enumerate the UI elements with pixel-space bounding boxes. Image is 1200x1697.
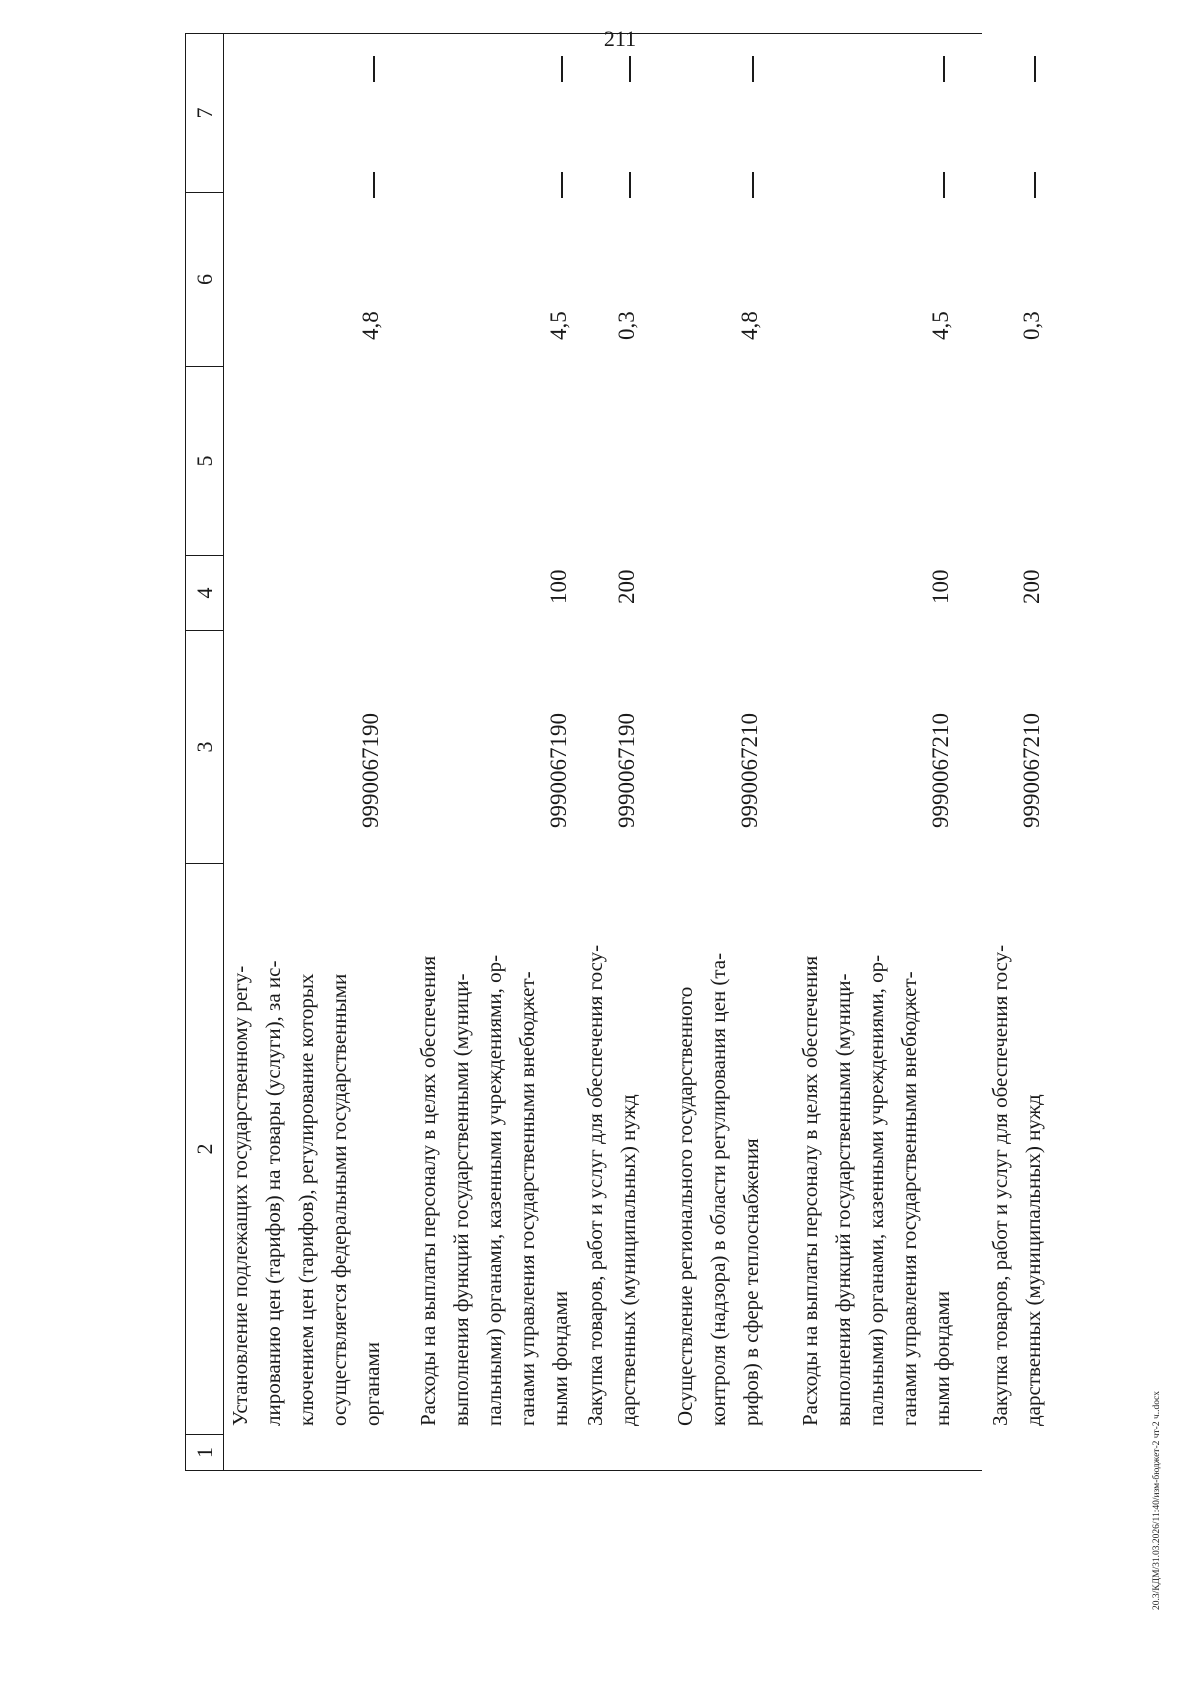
row-dash-c7 [943, 56, 945, 82]
row-sum: 4,8 [358, 311, 383, 340]
page-number: 211 [603, 26, 637, 51]
row-name-line: пальными) органами, казенными учреждениями, ор- [482, 954, 506, 1426]
header-col-4: 4 [186, 555, 223, 630]
header-col-3: 3 [186, 630, 223, 863]
row-code: 9990067190 [546, 713, 571, 828]
table-row [579, 34, 645, 1470]
row-name-line: Расходы на выплаты персоналу в целях обеспечения [416, 955, 440, 1426]
row-expense-type: 200 [1019, 569, 1044, 604]
row-name-cell [794, 870, 959, 1430]
row-name-line: ганами управления государственными внебюджет- [897, 971, 921, 1426]
row-name-cell [579, 870, 645, 1430]
row-code: 9990067210 [1019, 713, 1044, 828]
table-header [186, 34, 224, 1470]
row-name-line: выполнения функций государственными (муници- [831, 973, 855, 1426]
header-col-7: 7 [191, 107, 217, 119]
row-name-cell [669, 870, 768, 1430]
document-footer: 20.3/КДМ/31.03.2026/11:40/изм-бюджет-2 чт-2 ч..docx [1152, 1391, 1162, 1610]
row-name-line: Закупка товаров, работ и услуг для обеспечения госу- [988, 944, 1012, 1426]
row-expense-type: 100 [546, 569, 571, 604]
row-code: 9990067210 [928, 713, 953, 828]
header-col-1: 1 [186, 1434, 223, 1470]
row-name-line: ганами управления государственными внебюджет- [515, 971, 539, 1426]
row-name-line: Расходы на выплаты персоналу в целях обеспечения [798, 955, 822, 1426]
row-sum: 4,5 [928, 311, 953, 340]
table-row [224, 34, 389, 1470]
row-name-cell [984, 870, 1050, 1430]
row-name-line: Установление подлежащих государственному регу- [228, 965, 252, 1426]
table-row [984, 34, 1050, 1470]
row-sum: 0,3 [1019, 311, 1044, 340]
row-dash-c6 [752, 172, 754, 198]
header-col-2: 2 [186, 863, 223, 1434]
row-name-line: выполнения функций государственными (муници- [449, 973, 473, 1426]
header-col-6: 6 [186, 192, 223, 366]
row-name-line: дарственных (муниципальных) нужд [616, 1094, 640, 1426]
row-name-line: ключением цен (тарифов), регулирование которых [294, 973, 318, 1426]
row-code: 9990067190 [614, 713, 639, 828]
row-dash-c7 [373, 56, 375, 82]
row-name-line: контроля (надзора) в области регулирования цен (та- [706, 952, 730, 1426]
row-name-line: рифов) в сфере теплоснабжения [739, 1138, 763, 1426]
row-name-line: Осуществление регионального государственного [673, 986, 697, 1426]
row-dash-c7 [752, 56, 754, 82]
row-dash-c7 [1034, 56, 1036, 82]
row-code: 9990067190 [358, 713, 383, 828]
row-name-line: ными фондами [930, 1290, 954, 1426]
row-name-cell [224, 870, 389, 1430]
budget-table [185, 33, 1045, 1471]
row-sum: 4,5 [546, 311, 571, 340]
row-dash-c7 [561, 56, 563, 82]
row-expense-type: 100 [928, 569, 953, 604]
row-name-line: ными фондами [548, 1290, 572, 1426]
row-dash-c7 [629, 56, 631, 82]
row-name-cell [412, 870, 577, 1430]
row-name-line: Закупка товаров, работ и услуг для обеспечения госу- [583, 944, 607, 1426]
row-name-line: дарственных (муниципальных) нужд [1021, 1094, 1045, 1426]
row-expense-type: 200 [614, 569, 639, 604]
row-dash-c6 [629, 172, 631, 198]
table-row [669, 34, 768, 1470]
row-dash-c6 [943, 172, 945, 198]
header-col-5: 5 [186, 366, 223, 555]
table-row [794, 34, 959, 1470]
row-name-line: лированию цен (тарифов) на товары (услуги), за ис- [261, 960, 285, 1426]
row-dash-c6 [373, 172, 375, 198]
row-name-line: осуществляется федеральными государственными [327, 973, 351, 1426]
row-dash-c6 [1034, 172, 1036, 198]
table-row [412, 34, 577, 1470]
row-name-line: пальными) органами, казенными учреждениями, ор- [864, 954, 888, 1426]
row-dash-c6 [561, 172, 563, 198]
row-code: 9990067210 [737, 713, 762, 828]
row-name-line: органами [360, 1341, 384, 1426]
row-sum: 4,8 [737, 311, 762, 340]
row-sum: 0,3 [614, 311, 639, 340]
